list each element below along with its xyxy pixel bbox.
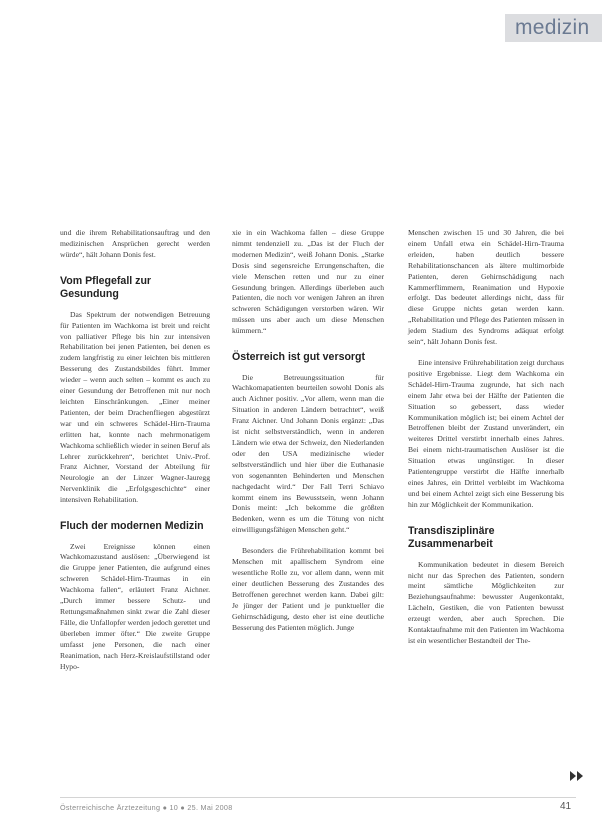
paragraph: und die ihrem Rehabilitationsauftrag und den medizinischen Ansprüchen gerecht werden würde“, hält Johann Donis fest. bbox=[60, 228, 210, 259]
paragraph: Die Betreuungssituation für Wachkomapatienten beurteilen sowohl Donis als auch Aichner positiv. „Vor allem, wenn man die Situation in anderen Ländern betrachtet“, weiß Franz Aichner. Und Johann Donis ergänzt: „Das ist nicht selbstverständlich, wenn in anderen Ländern wie etwa der Schweiz, den Niederlanden oder den USA medizinische wieder selbstverständlich und hier über die Euthanasie von sogenannten Behinderten und Menschen nachgedacht wird.“ Der Fall Terri Schiavo kommt einem ins Bewusstsein, wenn Johann Donis meint: „Ich bekomme die größten Bedenken, wenn es um die Tötung von nicht einwilligungsfähigen Menschen geht.“ bbox=[232, 372, 384, 535]
paragraph: xie in ein Wachkoma fallen – diese Gruppe nimmt tendenziell zu. „Das ist der Fluch der modernen Medizin“, weiß Johann Donis. „Starke Dosis sind segensreiche Errungenschaften, die viele Menschen retten und nur zu einer Gesundung bringen. Allerdings überleben auch Patienten, die noch vor wenigen Jahren an ihren schweren Schädigungen verstorben wären. Wir müssen uns aber auch um diese Menschen kümmern.“ bbox=[232, 228, 384, 336]
paragraph: Kommunikation bedeutet in diesem Bereich nicht nur das Sprechen des Patienten, sondern meint sämtliche Möglichkeiten zur Beziehungsaufnahme: bewusster Augenkontakt, Lächeln, Gestiken, die von Patienten bewusst erzeugt werden, aber auch Sprechen. Die Kontaktaufnahme mit den Patienten im Wachkoma ist ein wesentlicher Bestandteil der The- bbox=[408, 559, 564, 645]
footer-divider bbox=[60, 797, 576, 798]
section-heading: Transdisziplinäre Zusammenarbeit bbox=[408, 524, 495, 551]
paragraph: Menschen zwischen 15 und 30 Jahren, die bei einem Unfall etwa ein Schädel-Hirn-Trauma erleiden, haben deutlich bessere Rehabilitationschancen als ältere multimorbide Patienten, deren Gehirnschädigung nach Kammerflimmern, Reanimation und Hypoxie erfolgt. Das bedeutet allerdings nicht, dass für diese Gruppe nichts getan werden kann. „Rehabilitation und Pflege des Patienten müssen in jedem Stadium des Syndroms adäquat erfolgt sein“, hält Johann Donis fest. bbox=[408, 228, 564, 347]
section-heading: Fluch der modernen Medizin bbox=[60, 520, 204, 533]
section-heading: Vom Pflegefall zur Gesundung bbox=[60, 274, 152, 301]
article-column-2 bbox=[232, 228, 384, 633]
article-column-3 bbox=[408, 228, 564, 647]
paragraph: Eine intensive Frührehabilitation zeigt durchaus positive Ergebnisse. Liegt dem Wachkoma ein Schädel-Hirn-Trauma zugrunde, hat sich nach einem Jahr etwa bei der Hälfte der Patienten die Situation so gebessert, dass wieder Kommunikation möglich ist; bei einem Achtel der Betroffenen bleibt der Zustand unverändert, ein weiteres Drittel verstirbt innerhalb eines Jahres. Bei einem nicht-traumatischen Auslöser ist die Situation etwas ungünstiger. In dieser Patientengruppe verstirbt die Hälfte innerhalb eines Jahres, ein Drittel verbleibt im Wachkoma und bei einem Achtel zeigt sich eine Besserung bis hin zur Möglichkeit der Kommunikation. bbox=[408, 357, 564, 509]
article-column-1 bbox=[60, 228, 210, 672]
paragraph: Das Spektrum der notwendigen Betreuung für Patienten im Wachkoma ist breit und reicht von palliativer Pflege bis hin zur intensiven Rehabilitation bei jenen Patienten, bei denen es zudem langfristig zu einer leichten bis mittleren Besserung des Zustandsbildes führt. Immer wieder – wenn auch selten – kommt es auch zu einer Gesundung der Betroffenen mit nur noch leichten Einschränkungen. „Einer meiner Patienten, der beim Drachenfliegen abgestürzt war und ein schweres Schädel-Hirn-Trauma erlitten hat, konnte nach mehrmonatigem Wachkoma schließlich wieder in seinen Beruf als Lehrer zurückkehren“, berichtet Univ.-Prof. Franz Aichner, Vorstand der Abteilung für Neurologie an der Linzer Wagner-Jauregg Nervenklinik die „Erfolgsgeschichte“ einer intensiven Rehabilitation. bbox=[60, 309, 210, 505]
paragraph: Zwei Ereignisse können einen Wachkomazustand auslösen: „Überwiegend ist die Gruppe jener Patienten, die aufgrund eines schweren Schädel-Hirn-Traumas in ein Wachkoma fallen“, erläutert Franz Aichner. „Durch immer bessere Schutz- und Rettungsmaßnahmen sinkt zwar die Zahl dieser Fälle, die Unfallopfer werden jedoch gerettet und überleben immer öfter.“ Die zweite Gruppe umfasst jene Personen, die nach einer Reanimation, nach Herz-Kreislaufstillstand oder Hypo- bbox=[60, 541, 210, 671]
double-arrow-right-icon bbox=[570, 770, 584, 782]
page-number: 41 bbox=[560, 801, 572, 812]
paragraph: Besonders die Frührehabilitation kommt bei Menschen mit apallischem Syndrom eine wesentliche Rolle zu, vor allem dann, wenn mit einer deutlichen Besserung des Zustandes des Betroffenen gerechnet werden kann. Dabei gilt: Je jünger der Patient und je punktueller die Gehirnschädigung, desto eher ist eine deutliche Besserung des Patienten möglich. Junge bbox=[232, 546, 384, 632]
section-tag: medizin bbox=[515, 16, 590, 39]
section-heading: Österreich ist gut versorgt bbox=[232, 351, 366, 364]
footer-journal-info: Österreichische Ärztezeitung ● 10 ● 25. Mai 2008 bbox=[60, 803, 233, 812]
